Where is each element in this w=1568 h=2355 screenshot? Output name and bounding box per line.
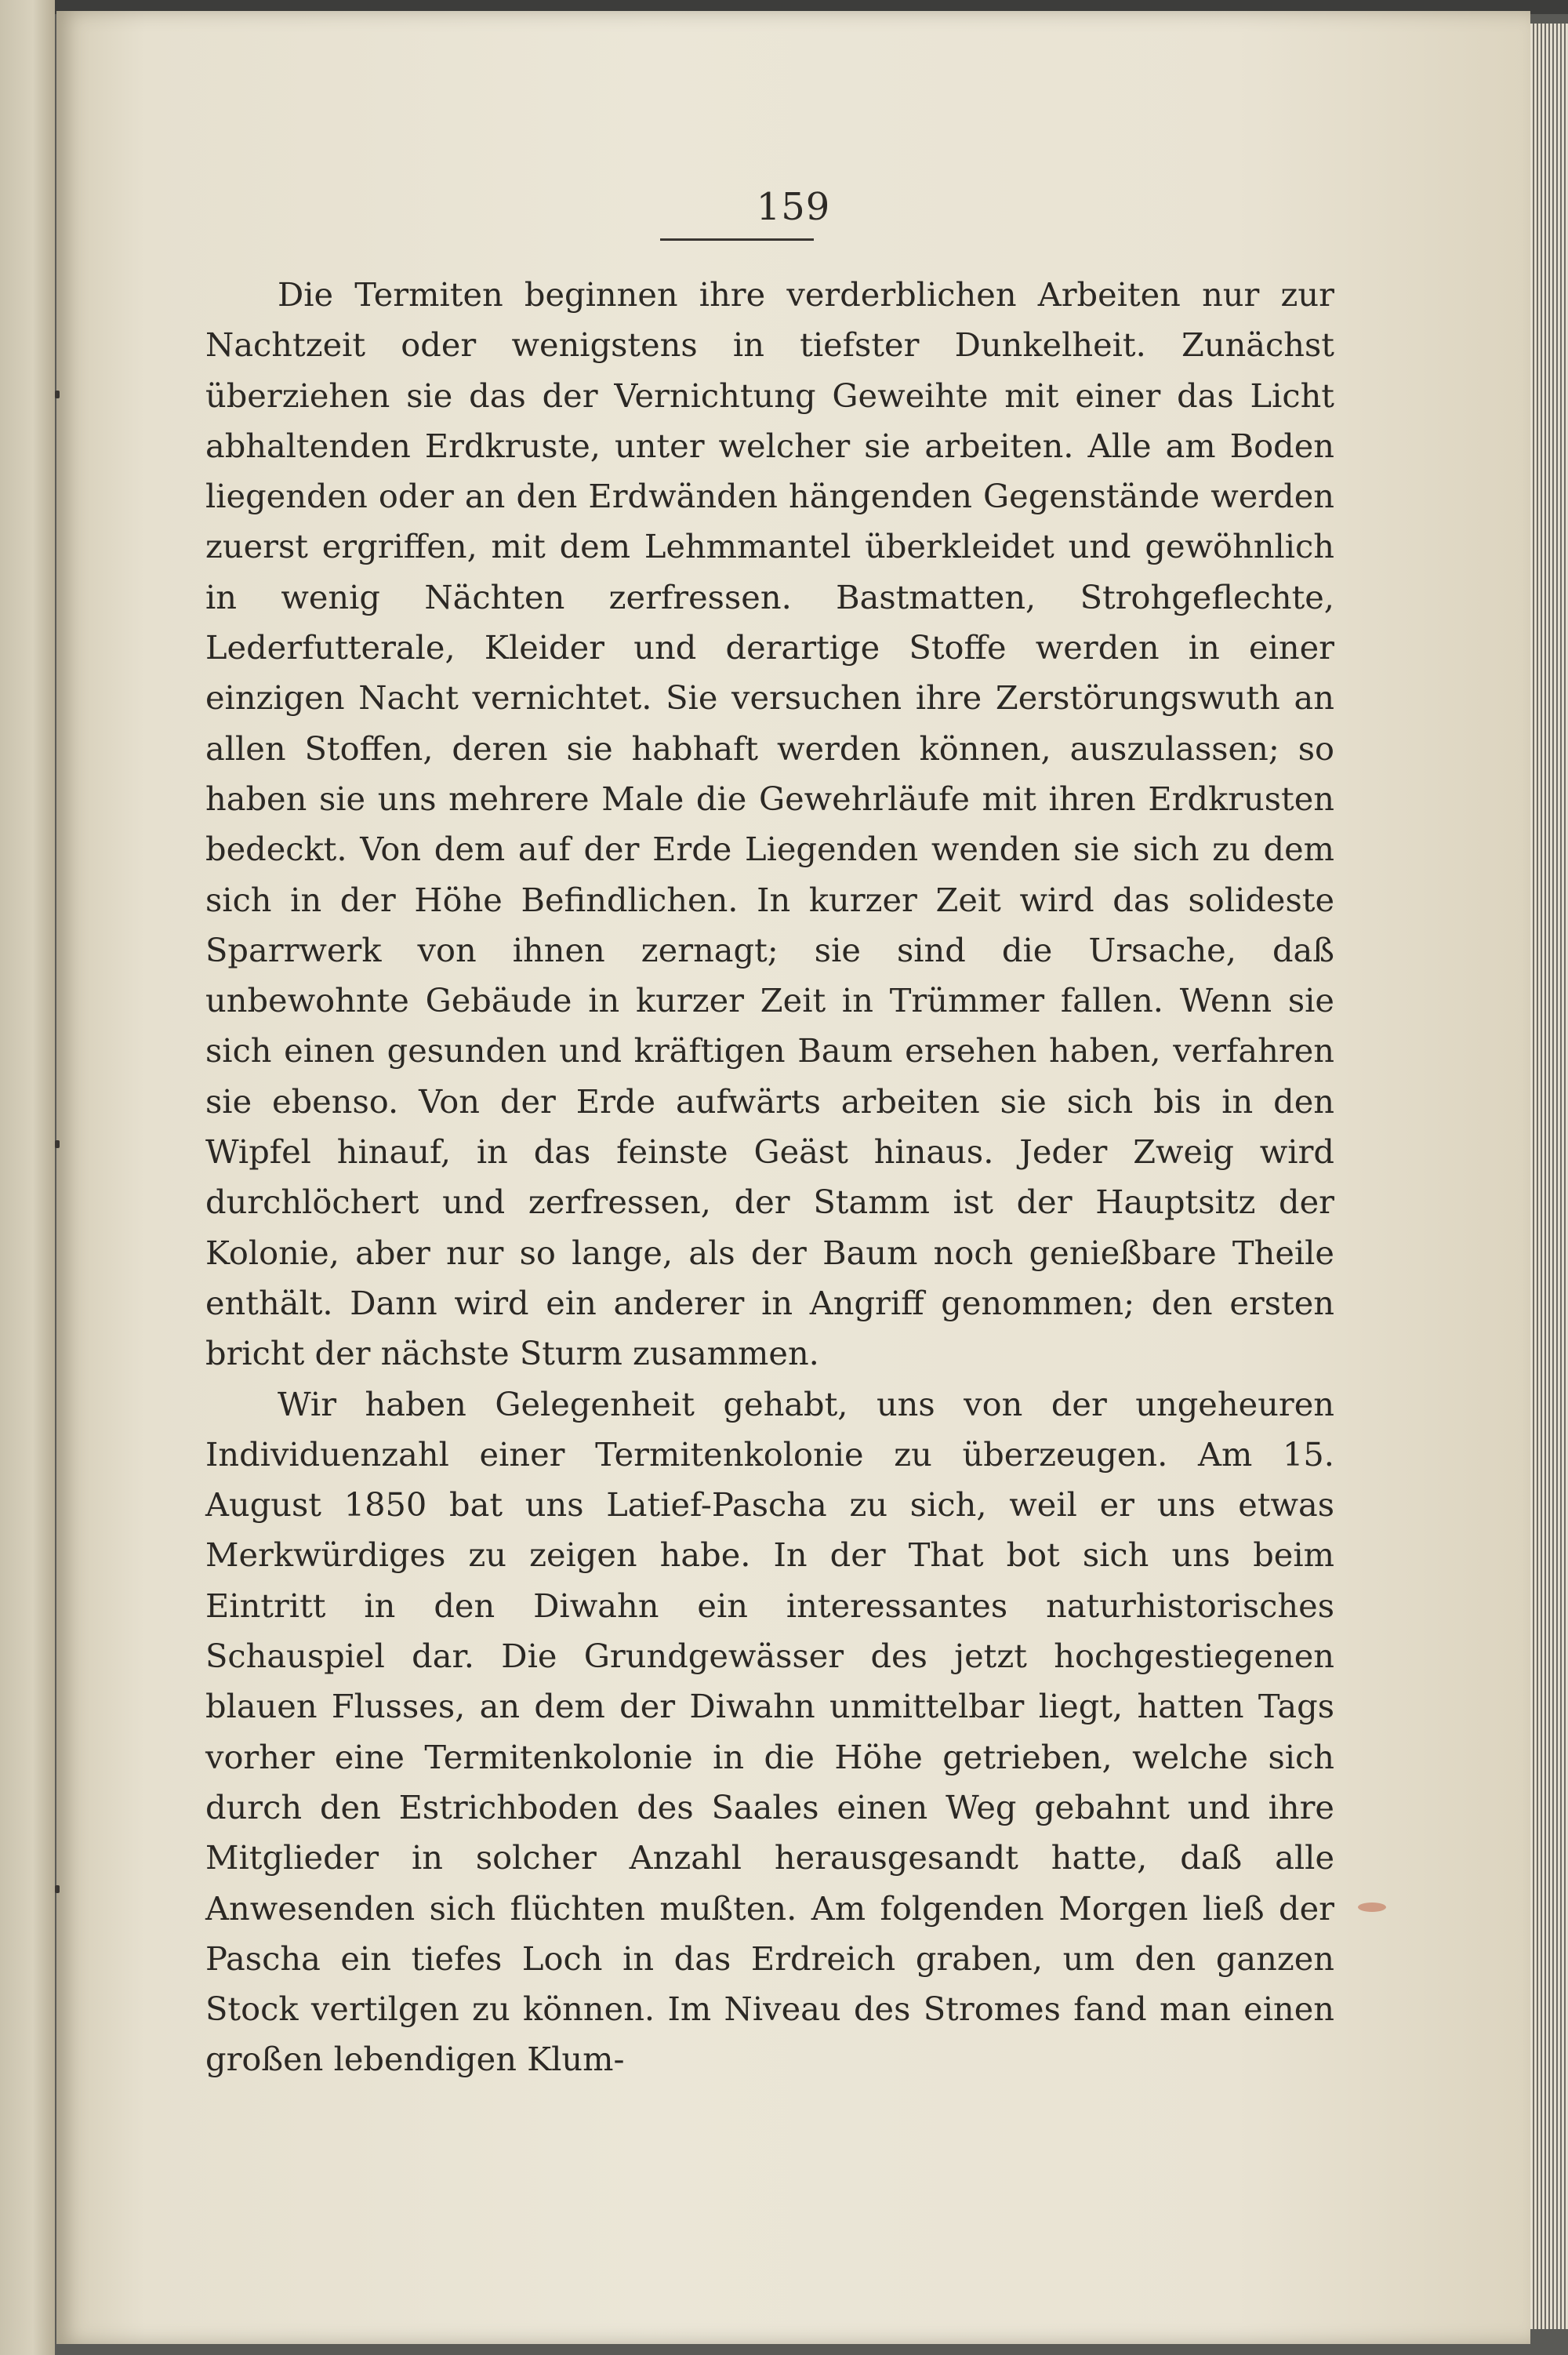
page-stain	[1358, 1903, 1386, 1912]
page-number: 159	[756, 185, 831, 229]
header-rule	[660, 238, 814, 241]
facing-page-edge	[0, 0, 55, 2355]
body-text	[205, 270, 1334, 2085]
margin-mark	[55, 1885, 60, 1893]
page-stack-edge	[1530, 24, 1568, 2329]
paragraph-2: Wir haben Gelegenheit gehabt, uns von der ungeheuren Individuenzahl einer Termitenkolonie zu überzeugen. Am 15. August 1850 bat uns Latief-Pascha zu sich, weil er uns etwas Merkwürdiges zu zeigen habe. In der That bot sich uns beim Eintritt in den Diwahn ein interessantes naturhistorisches Schauspiel dar. Die Grundgewässer des jetzt hochgestiegenen blauen Flusses, an dem der Diwahn unmittelbar liegt, hatten Tags vorher eine Termitenkolonie in die Höhe getrieben, welche sich durch den Estrichboden des Saales einen Weg gebahnt und ihre Mitglieder in solcher Anzahl herausgesandt hatte, daß alle Anwesenden sich flüchten mußten. Am folgenden Morgen ließ der Pascha ein tiefes Loch in das Erdreich graben, um den ganzen Stock vertilgen zu können. Im Niveau des Stromes fand man einen großen lebendigen Klum-	[205, 1384, 1334, 2079]
margin-mark	[55, 1140, 60, 1148]
paragraph-1: Die Termiten beginnen ihre verderblichen Arbeiten nur zur Nachtzeit oder wenigstens in tiefster Dunkelheit. Zunächst überziehen sie das der Vernichtung Geweihte mit einer das Licht abhaltenden Erdkruste, unter welcher sie arbeiten. Alle am Boden liegenden oder an den Erdwänden hängenden Gegenstände werden zuerst ergriffen, mit dem Lehmmantel überkleidet und gewöhnlich in wenig Nächten zerfressen. Bastmatten, Strohgeflechte, Lederfutterale, Kleider und derartige Stoffe werden in einer einzigen Nacht vernichtet. Sie versuchen ihre Zerstörungswuth an allen Stoffen, deren sie habhaft werden können, auszulassen; so haben sie uns mehrere Male die Gewehrläufe mit ihren Erdkrusten bedeckt. Von dem auf der Erde Liegenden wenden sie sich zu dem sich in der Höhe Befindlichen. In kurzer Zeit wird das solideste Sparrwerk von ihnen zernagt; sie sind die Ursache, daß unbewohnte Gebäude in kurzer Zeit in Trümmer fallen. Wenn sie sich einen gesunden und kräftigen Baum ersehen haben, verfahren sie ebenso. Von der Erde aufwärts arbeiten sie sich bis in den Wipfel hinauf, in das feinste Geäst hinaus. Jeder Zweig wird durchlöchert und zerfressen, der Stamm ist der Hauptsitz der Kolonie, aber nur so lange, als der Baum noch genießbare Theile enthält. Dann wird ein anderer in Angriff genommen; den ersten bricht der nächste Sturm zusammen.	[205, 275, 1334, 1373]
margin-mark	[55, 391, 60, 398]
book-page	[56, 11, 1530, 2344]
